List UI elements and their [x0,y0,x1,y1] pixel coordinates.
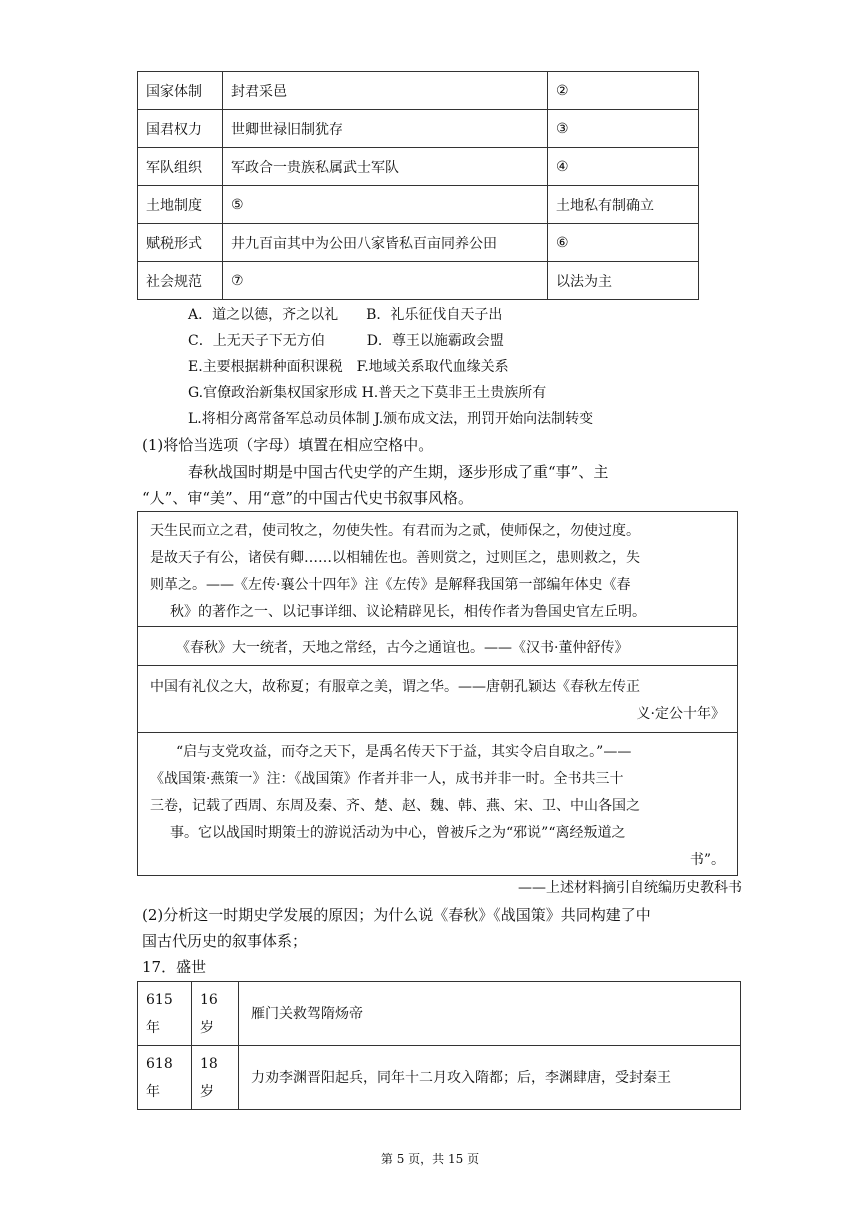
row-cell: 封君采邑 [223,72,548,110]
material-line: 事。它以战国时期策士的游说活动为中心，曾被斥之为“邪说”“离经叛道之 [170,825,626,841]
material-box-zhanguoce [137,732,738,876]
table-row [138,224,699,262]
option-line: L.将相分离常备军总动员体制 J.颁布成文法，刑罚开始向法制转变 [188,411,594,427]
question-2: (2)分析这一时期史学发展的原因；为什么说《春秋》《战国策》共同构建了中 [142,906,651,924]
material-line: 《春秋》大一统者，天地之常经，古今之通谊也。——《汉书·董仲舒传》 [176,640,629,656]
table-row [138,1046,741,1110]
event-cell: 雁门关救驾隋炀帝 [239,982,741,1046]
row-cell: ⑤ [223,186,548,224]
row-cell: 土地私有制确立 [548,186,699,224]
section-title: 17．盛世 [142,958,207,976]
material-box-hanshu [137,626,738,666]
policy-table [137,71,699,300]
material-line: 书”。 [689,852,725,868]
material-line: 义·定公十年》 [636,706,725,722]
table-row [138,148,699,186]
option-line: A．道之以德，齐之以礼 B．礼乐征伐自天子出 [188,307,503,323]
year-cell: 615 年 [138,982,192,1046]
option-line: C．上无天子下无方伯 D．尊王以施霸政会盟 [188,333,504,349]
year-cell: 618 年 [138,1046,192,1110]
material-line: 《战国策·燕策一》注：《战国策》作者并非一人，成书并非一时。全书共三十 [150,771,624,787]
table-row [138,262,699,300]
page-number: 第 5 页，共 15 页 [380,1152,480,1166]
row-cell: ④ [548,148,699,186]
row-cell: 以法为主 [548,262,699,300]
table-row [138,110,699,148]
row-label: 社会规范 [138,262,223,300]
material-line: 中国有礼仪之大，故称夏；有服章之美，谓之华。——唐朝孔颖达《春秋左传正 [150,679,640,695]
intro-text: 春秋战国时期是中国古代史学的产生期，逐步形成了重“事”、主 [188,463,609,481]
option-line: E.主要根据耕种面积课税 F.地域关系取代血缘关系 [188,359,509,375]
event-cell: 力劝李渊晋阳起兵，同年十二月攻入隋都；后，李渊肆唐，受封秦王 [239,1046,741,1110]
row-label: 赋税形式 [138,224,223,262]
material-line: 三卷，记载了西周、东周及秦、齐、楚、赵、魏、韩、燕、宋、卫、中山各国之 [150,798,640,814]
row-cell: 井九百亩其中为公田八家皆私百亩同养公田 [223,224,548,262]
intro-text: “人”、审“美”、用“意”的中国古代史书叙事风格。 [142,489,474,507]
age-cell: 18 岁 [192,1046,239,1110]
question-2: 国古代历史的叙事体系； [142,932,308,950]
row-label: 国家体制 [138,72,223,110]
row-cell: ③ [548,110,699,148]
row-cell: 世卿世禄旧制犹存 [223,110,548,148]
material-line: “启与支党攻益，而夺之天下，是禹名传天下于益，其实令启自取之。”—— [176,744,632,760]
table-row [138,186,699,224]
material-line: 则革之。——《左传·襄公十四年》注《左传》是解释我国第一部编年体史《春 [150,577,631,593]
material-line: 秋》的著作之一、以记事详细、议论精辟见长，相传作者为鲁国史官左丘明。 [170,604,646,620]
option-line: G.官僚政治新集权国家形成 H.普天之下莫非王土贵族所有 [188,385,547,401]
row-cell: ⑥ [548,224,699,262]
row-label: 国君权力 [138,110,223,148]
row-label: 军队组织 [138,148,223,186]
age-cell: 16 岁 [192,982,239,1046]
material-box-kongyingda [137,665,738,733]
row-cell: ② [548,72,699,110]
material-line: 是故天子有公，诸侯有卿……以相辅佐也。善则赏之，过则匡之，患则救之，失 [150,550,640,566]
timeline-table [137,981,741,1110]
row-cell: ⑦ [223,262,548,300]
question-1: (1)将恰当选项（字母）填置在相应空格中。 [142,436,434,454]
row-label: 土地制度 [138,186,223,224]
source-note: ——上述材料摘引自统编历史教科书 [518,880,742,896]
material-box-zuozhuan [137,511,738,627]
material-line: 天生民而立之君，使司牧之，勿使失性。有君而为之贰，使师保之，勿使过度。 [150,523,640,539]
table-row [138,72,699,110]
table-row [138,982,741,1046]
row-cell: 军政合一贵族私属武士军队 [223,148,548,186]
